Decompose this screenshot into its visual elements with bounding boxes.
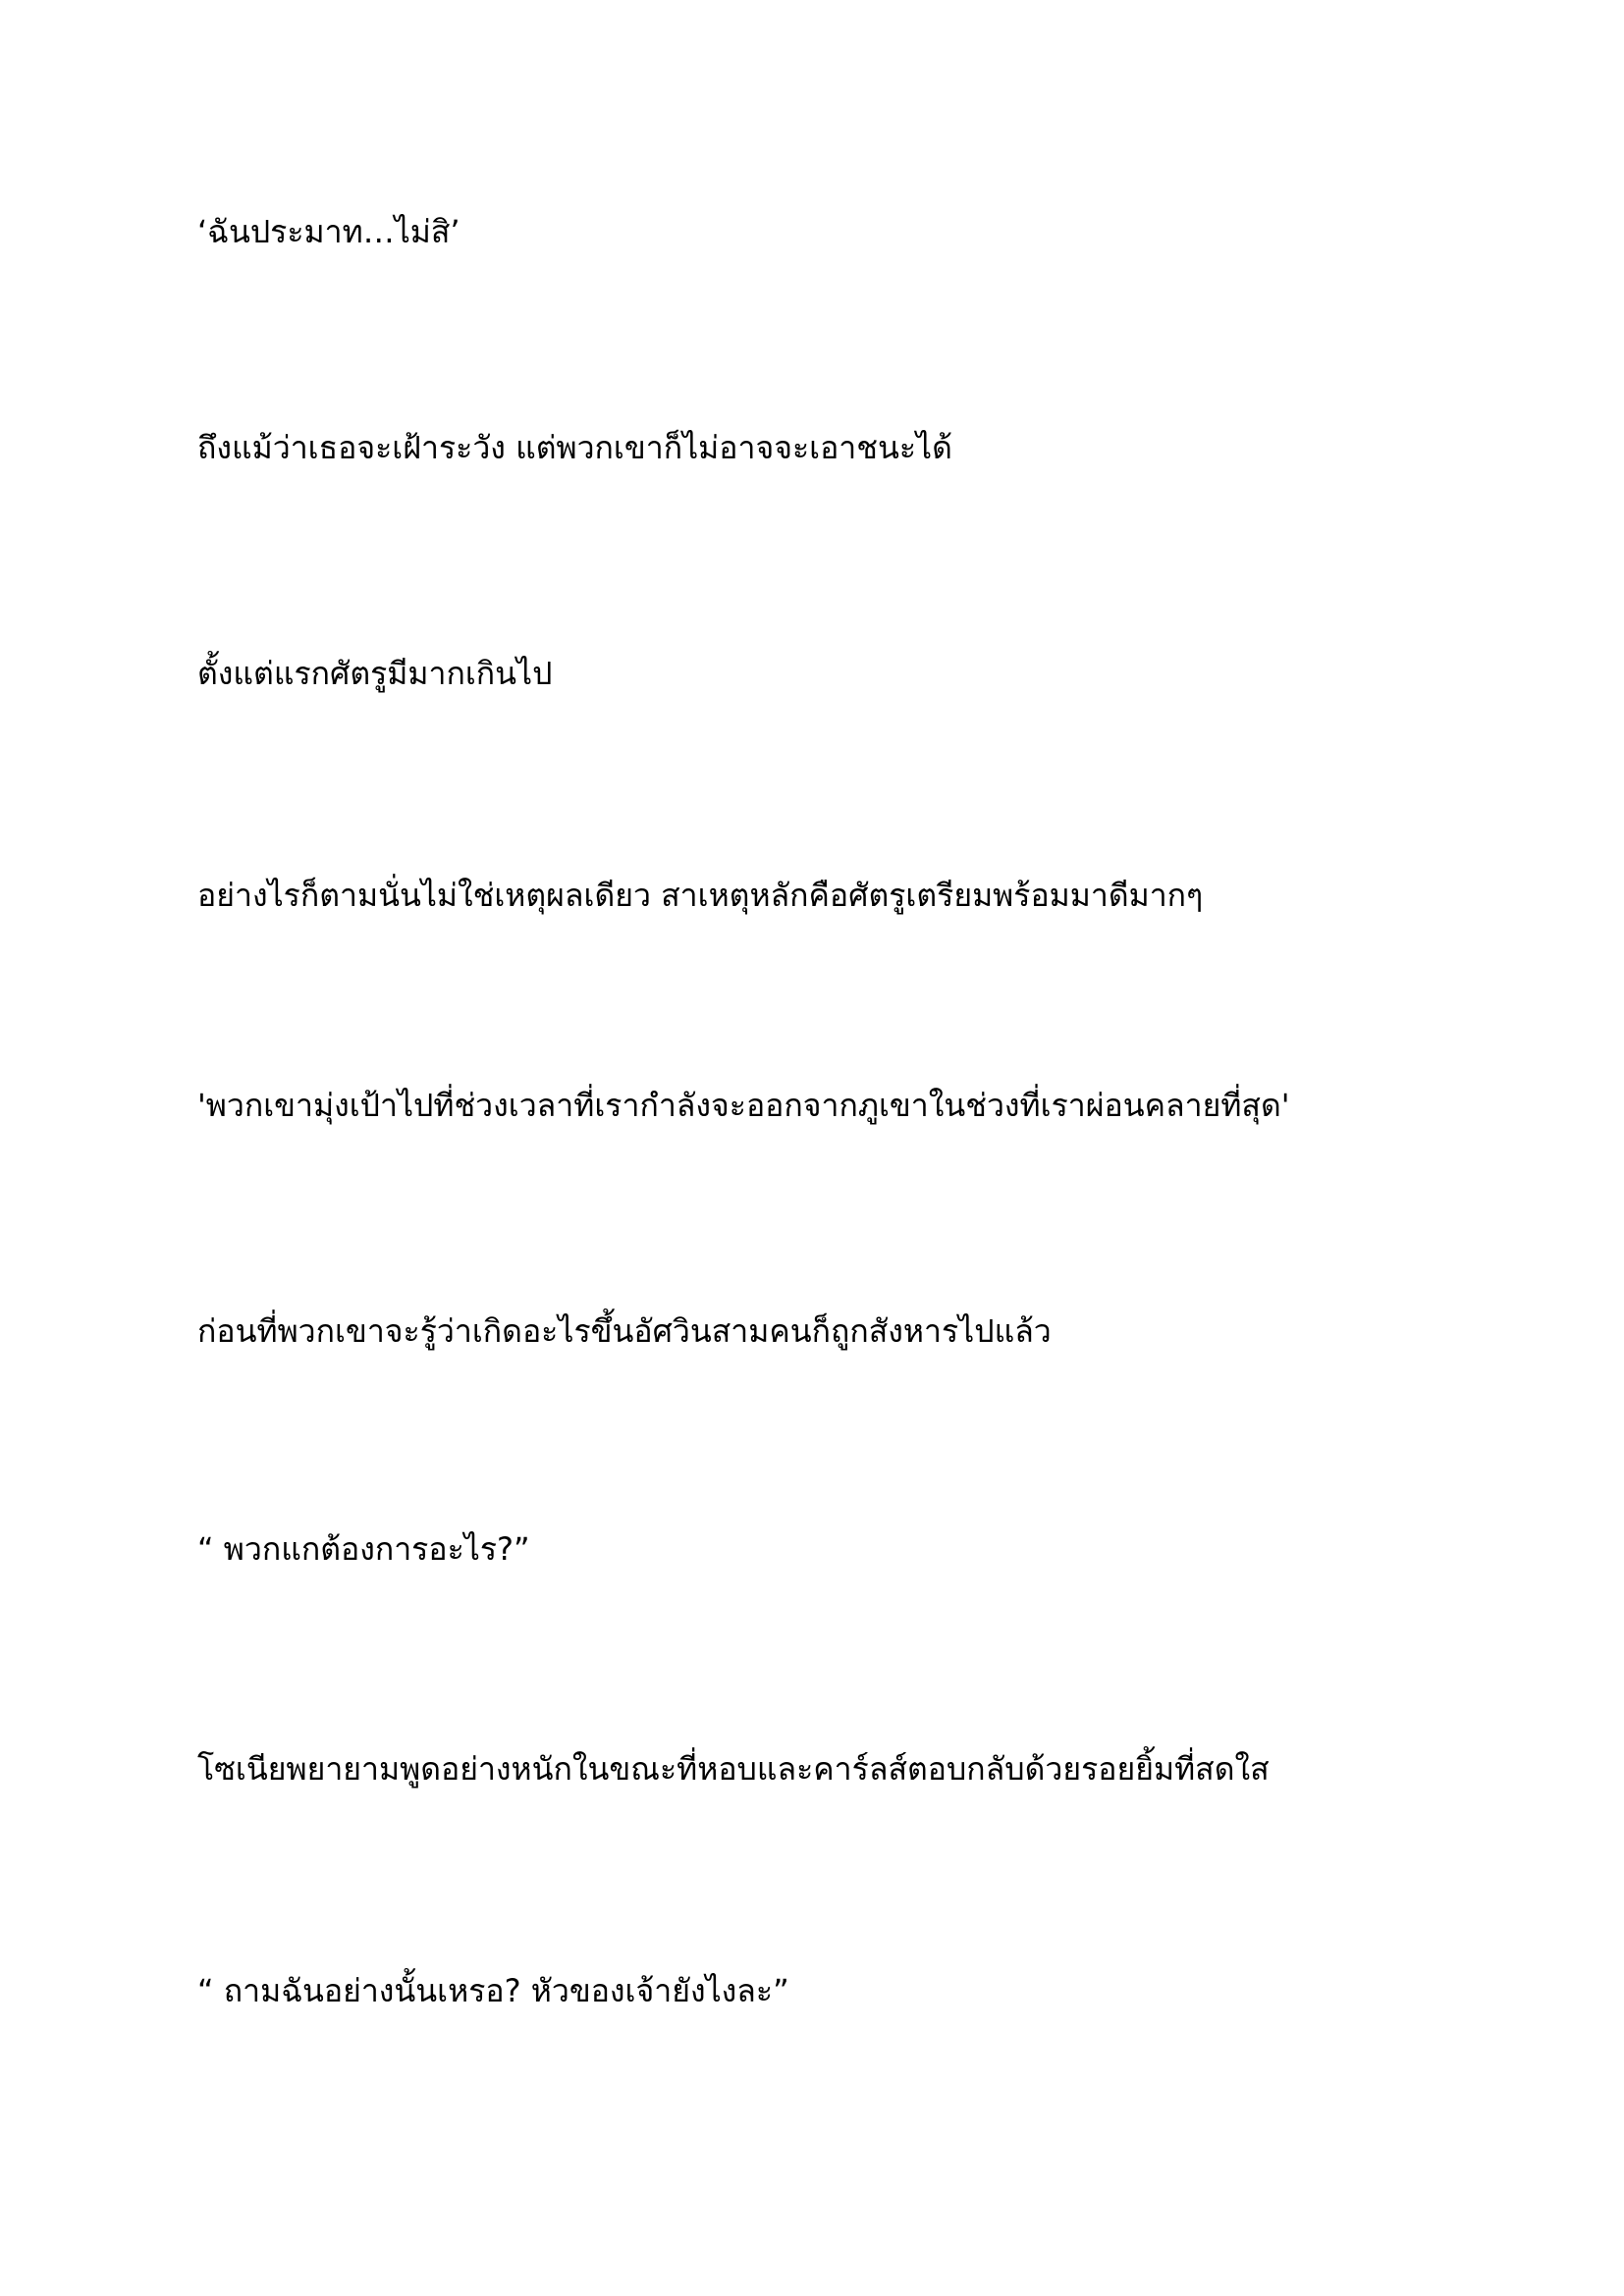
paragraph-7-dialogue: “ พวกแกต้องการอะไร?” (197, 1530, 530, 1568)
paragraph-3: ตั้งแต่แรกศัตรูมีมากเกินไป (197, 655, 553, 692)
paragraph-8: โซเนียพยายามพูดอย่างหนักในขณะที่หอบและคาร์ลส์ตอบกลับด้วยรอยยิ้มที่สดใส (197, 1750, 1270, 1788)
paragraph-5: 'พวกเขามุ่งเป้าไปที่ช่วงเวลาที่เรากำลังจะออกจากภูเขาในช่วงที่เราผ่อนคลายที่สุด' (197, 1087, 1290, 1124)
paragraph-4: อย่างไรก็ตามนั่นไม่ใช่เหตุผลเดียว สาเหตุหลักคือศัตรูเตรียมพร้อมมาดีมากๆ (197, 877, 1204, 914)
paragraph-2: ถึงแม้ว่าเธอจะเฝ้าระวัง แต่พวกเขาก็ไม่อาจจะเอาชนะได้ (197, 429, 952, 466)
paragraph-9-dialogue: “ ถามฉันอย่างนั้นเหรอ? หัวของเจ้ายังไงละ” (197, 1972, 789, 2009)
paragraph-6: ก่อนที่พวกเขาจะรู้ว่าเกิดอะไรขึ้นอัศวินสามคนก็ถูกสังหารไปแล้ว (197, 1312, 1052, 1350)
paragraph-1: ‘ฉันประมาท…ไม่สิ’ (197, 213, 460, 250)
